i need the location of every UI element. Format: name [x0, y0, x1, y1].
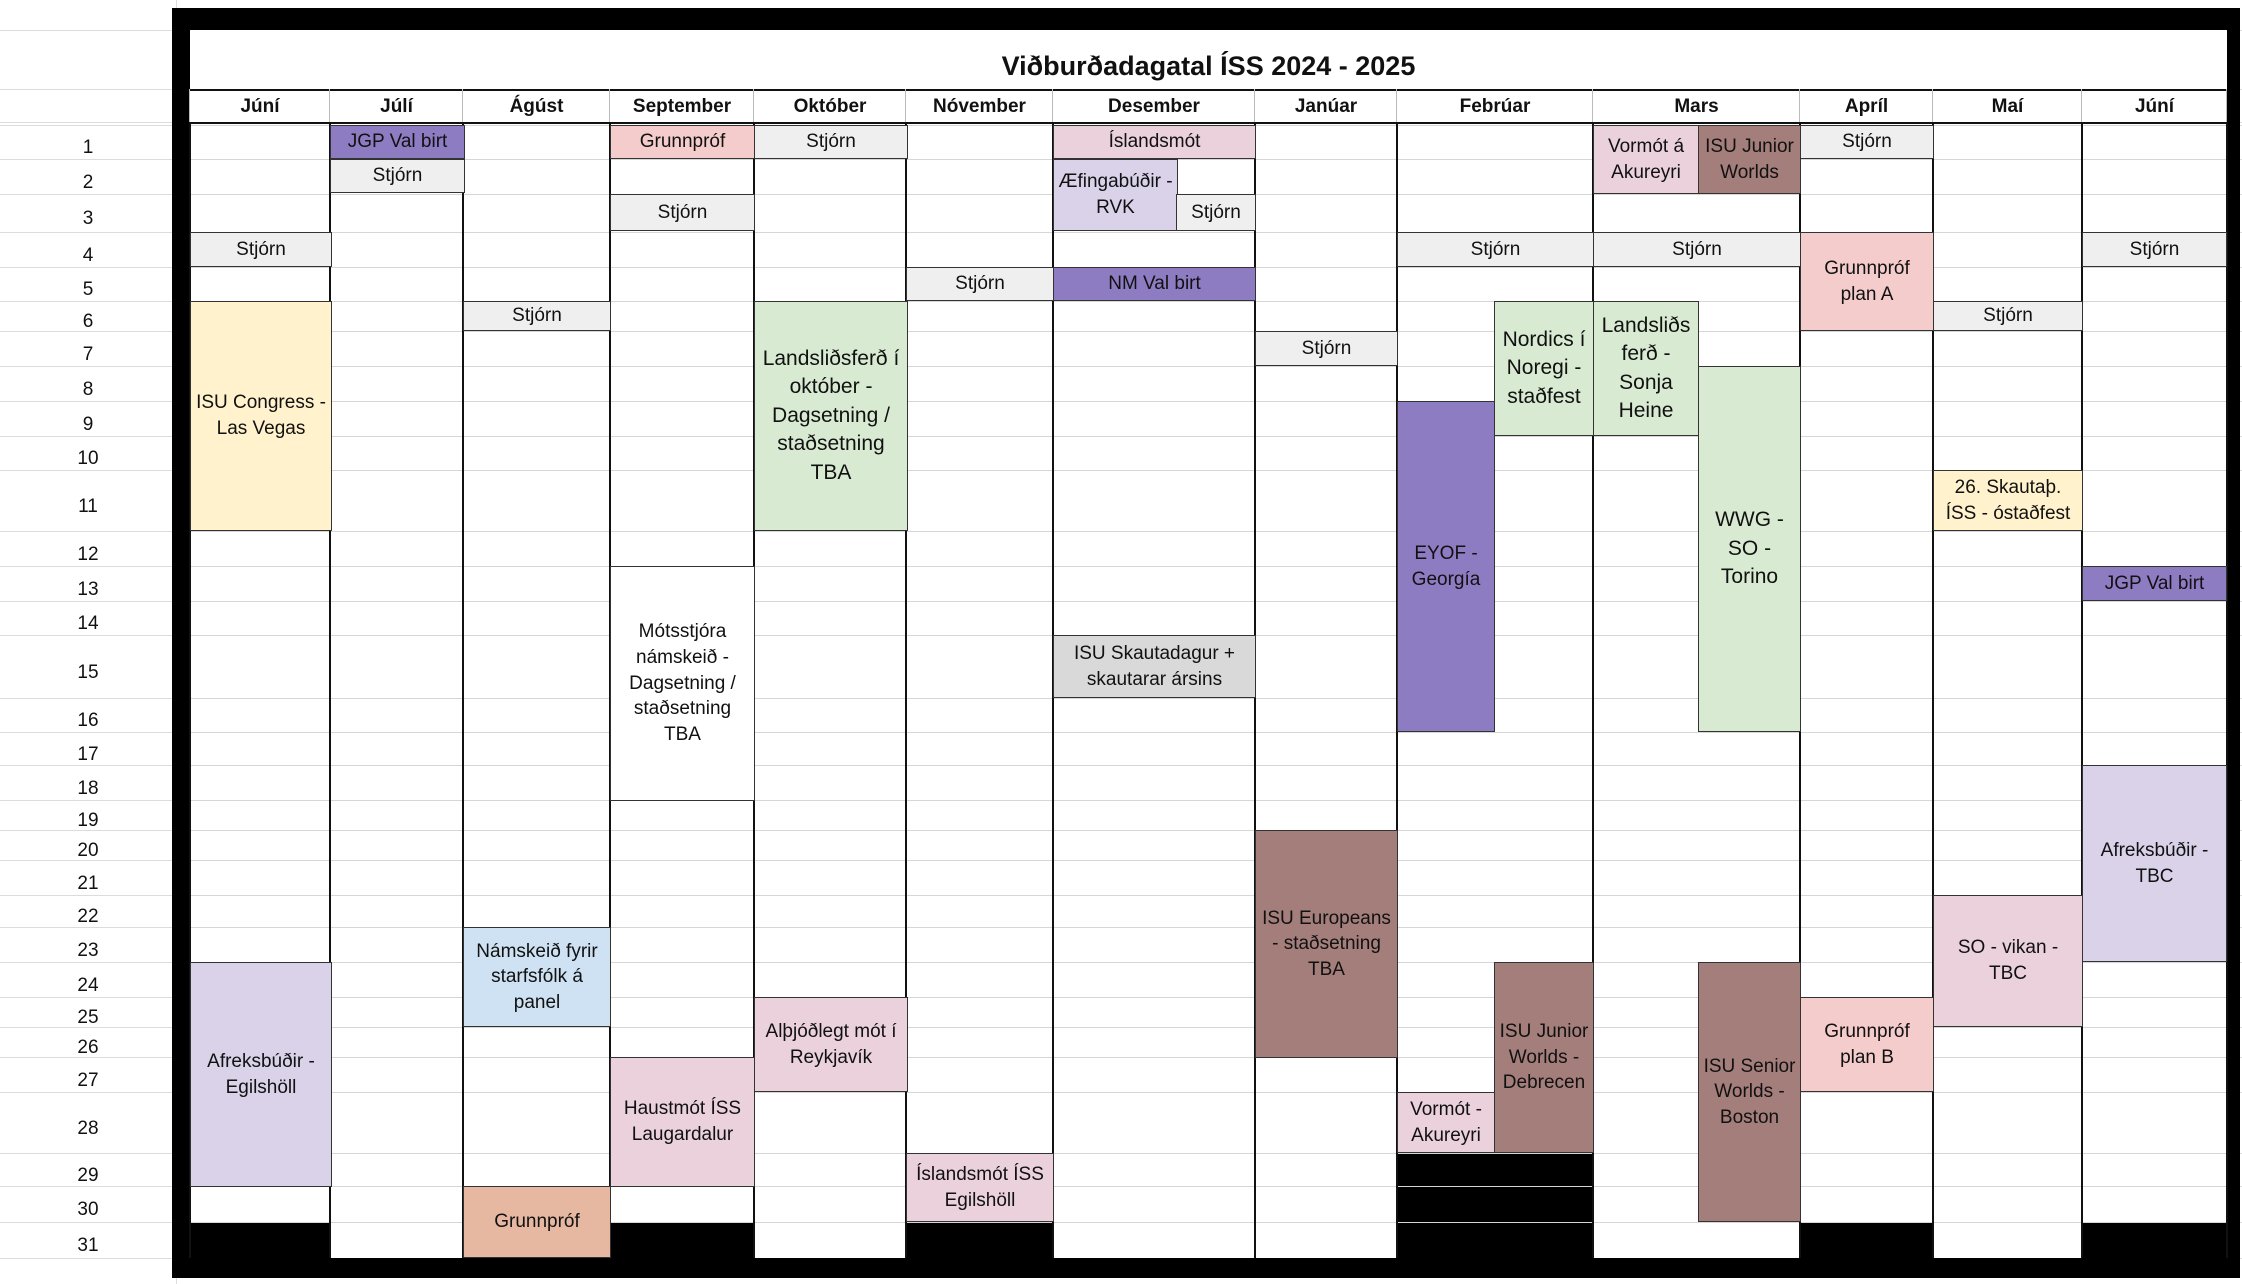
- day-row-line: [190, 765, 2227, 766]
- day-row-line: [190, 566, 2227, 567]
- day-row-line: [190, 800, 2227, 801]
- day-number: 27: [77, 1069, 99, 1091]
- day-number: 24: [77, 974, 99, 996]
- event-jan-stjorn[interactable]: Stjórn: [1255, 331, 1398, 366]
- month-separator: [2226, 122, 2228, 1258]
- header-separator: [905, 89, 906, 122]
- day-number: 22: [77, 906, 99, 927]
- day-row-line: [190, 331, 2227, 332]
- day-number: 5: [82, 279, 94, 300]
- month-header: Maí: [1991, 96, 2024, 117]
- month-header: Mars: [1674, 96, 1719, 117]
- month-separator: [462, 122, 464, 1258]
- day-row-line: [190, 531, 2227, 532]
- day-number: 14: [77, 613, 99, 634]
- event-mar-vormot[interactable]: Vormót á Akureyri: [1593, 125, 1699, 194]
- header-separator: [1592, 89, 1593, 122]
- event-des-stjorn[interactable]: Stjórn: [1176, 194, 1256, 231]
- header-separator: [189, 89, 190, 122]
- month-header: Júní: [2134, 96, 2175, 117]
- month-header: Desember: [1108, 96, 1200, 117]
- event-sep-haustmot[interactable]: Haustmót ÍSS Laugardalur: [610, 1057, 755, 1187]
- event-feb-eyof[interactable]: EYOF - Georgía: [1397, 401, 1495, 732]
- month-header: Október: [793, 96, 867, 117]
- day-number: 3: [82, 208, 94, 229]
- month-separator: [2081, 122, 2083, 1258]
- event-des-aefingabudir[interactable]: Æfingabúðir - RVK: [1053, 159, 1178, 231]
- event-apr-grunnprof-a[interactable]: Grunnpróf plan A: [1800, 232, 1934, 331]
- day-row-line: [190, 698, 2227, 699]
- header-separator: [753, 89, 754, 122]
- day-number: 19: [77, 810, 99, 831]
- day-number: 21: [77, 872, 99, 894]
- event-sep-grunnprof[interactable]: Grunnpróf: [610, 125, 755, 159]
- day-number: 2: [82, 171, 94, 193]
- day-row-line: [190, 401, 2227, 402]
- header-separator: [2226, 89, 2227, 122]
- header-separator: [1932, 89, 1933, 122]
- blank-day-block: [907, 1222, 1053, 1258]
- event-sep-motsstjora[interactable]: Mótsstjóra námskeið - Dagsetning / staðsetning TBA: [610, 566, 755, 801]
- day-number: 29: [77, 1164, 99, 1186]
- day-row-line: [190, 830, 2227, 831]
- day-row-line: [190, 1092, 2227, 1093]
- day-number: 23: [77, 939, 99, 961]
- header-separator: [1254, 89, 1255, 122]
- event-jul-stjorn[interactable]: Stjórn: [330, 159, 465, 193]
- day-row-line: [190, 601, 2227, 602]
- blank-day-block: [2082, 1222, 2227, 1258]
- day-number: 18: [77, 777, 99, 799]
- event-jun2-afreksbudir[interactable]: Afreksbúðir - TBC: [2082, 765, 2227, 962]
- event-jun-stjorn[interactable]: Stjórn: [190, 232, 332, 267]
- event-jan-europeans[interactable]: ISU Europeans - staðsetning TBA: [1255, 830, 1398, 1058]
- event-des-skautadagur[interactable]: ISU Skautadagur + skautarar ársins: [1053, 635, 1256, 698]
- day-row-line: [190, 470, 2227, 471]
- event-jun-isu-congress[interactable]: ISU Congress - Las Vegas: [190, 301, 332, 531]
- event-nov-stjorn[interactable]: Stjórn: [906, 267, 1054, 301]
- event-jun2-stjorn[interactable]: Stjórn: [2082, 232, 2227, 267]
- day-number: 9: [82, 413, 94, 435]
- header-top-line: [190, 89, 2227, 91]
- day-row-line: [190, 860, 2227, 861]
- header-separator: [2081, 89, 2082, 122]
- day-number: 31: [77, 1235, 99, 1256]
- day-number: 1: [82, 137, 94, 158]
- event-aug-grunnprof[interactable]: Grunnpróf: [463, 1186, 611, 1258]
- header-separator: [1799, 89, 1800, 122]
- day-row-line: [190, 436, 2227, 437]
- day-number: 26: [77, 1037, 99, 1058]
- month-header: September: [632, 96, 732, 117]
- page-title: Viðburðadagatal ÍSS 2024 - 2025: [1001, 51, 1416, 81]
- day-number: 28: [77, 1117, 99, 1139]
- day-number: 8: [82, 378, 94, 400]
- day-number: 20: [77, 840, 99, 861]
- event-mar-senior-worlds[interactable]: ISU Senior Worlds - Boston: [1698, 962, 1801, 1222]
- day-number: 17: [77, 743, 99, 765]
- header-bottom-line: [190, 122, 2227, 124]
- event-mai-so-vikan[interactable]: SO - vikan - TBC: [1933, 895, 2083, 1027]
- event-mai-stjorn[interactable]: Stjórn: [1933, 301, 2083, 331]
- day-number: 7: [82, 343, 94, 365]
- event-sep-stjorn[interactable]: Stjórn: [610, 194, 755, 231]
- blank-day-block: [190, 1222, 330, 1258]
- day-row-line: [190, 366, 2227, 367]
- month-header: Febrúar: [1459, 96, 1531, 117]
- event-mai-skautathing[interactable]: 26. Skautaþ. ÍSS - óstaðfest: [1933, 470, 2083, 531]
- header-separator: [1052, 89, 1053, 122]
- day-number: 25: [77, 1007, 99, 1028]
- event-okt-althjodlegt[interactable]: Alþjóðlegt mót í Reykjavík: [754, 997, 908, 1092]
- event-okt-stjorn[interactable]: Stjórn: [754, 125, 908, 159]
- event-mar-stjorn[interactable]: Stjórn: [1593, 232, 1801, 267]
- day-number: 10: [77, 448, 99, 469]
- event-mar-junior-worlds[interactable]: ISU Junior Worlds: [1698, 125, 1801, 194]
- event-mar-landslid[interactable]: Landsliðs ferð - Sonja Heine: [1593, 301, 1699, 436]
- event-apr-stjorn[interactable]: Stjórn: [1800, 125, 1934, 159]
- day-number: 11: [78, 495, 98, 517]
- day-number: 15: [77, 661, 99, 683]
- event-aug-namskeid[interactable]: Námskeið fyrir starfsfólk á panel: [463, 927, 611, 1027]
- event-aug-stjorn[interactable]: Stjórn: [463, 301, 611, 331]
- event-feb-stjorn[interactable]: Stjórn: [1397, 232, 1594, 267]
- blank-day-block: [1398, 1153, 1593, 1258]
- month-header: Ágúst: [509, 96, 564, 117]
- month-header: Nóvember: [933, 96, 1026, 117]
- event-jul-jgp[interactable]: JGP Val birt: [330, 125, 465, 159]
- month-header: Júní: [240, 96, 280, 117]
- blank-day-block: [1800, 1222, 1933, 1258]
- event-feb-nordics[interactable]: Nordics í Noregi - staðfest: [1494, 301, 1594, 436]
- event-jun2-jgp[interactable]: JGP Val birt: [2082, 566, 2227, 601]
- event-feb-vormot[interactable]: Vormót - Akureyri: [1397, 1092, 1495, 1153]
- header-separator: [1396, 89, 1397, 122]
- event-okt-landslid[interactable]: Landsliðsferð í október - Dagsetning / staðsetning TBA: [754, 301, 908, 531]
- day-row-line: [190, 732, 2227, 733]
- event-jun-afreksbudir[interactable]: Afreksbúðir - Egilshöll: [190, 962, 332, 1187]
- event-des-islandsmot[interactable]: Íslandsmót: [1053, 125, 1256, 159]
- month-header: Apríl: [1844, 96, 1889, 117]
- header-separator: [609, 89, 610, 122]
- day-number: 30: [77, 1199, 99, 1220]
- day-number: 16: [77, 710, 99, 731]
- blank-day-block: [610, 1222, 755, 1258]
- event-apr-grunnprof-b[interactable]: Grunnpróf plan B: [1800, 997, 1934, 1092]
- day-number: 13: [77, 578, 99, 600]
- day-row-line: [190, 895, 2227, 896]
- day-row-line: [190, 159, 2227, 160]
- event-feb-junior-worlds[interactable]: ISU Junior Worlds - Debrecen: [1494, 962, 1594, 1153]
- event-mar-wwg[interactable]: WWG - SO - Torino: [1698, 366, 1801, 732]
- event-nov-islandsmot[interactable]: Íslandsmót ÍSS Egilshöll: [906, 1153, 1054, 1222]
- day-row-line: [190, 1153, 2227, 1154]
- event-des-nm-val[interactable]: NM Val birt: [1053, 267, 1256, 301]
- day-number: 6: [82, 311, 94, 332]
- month-header: Janúar: [1294, 96, 1358, 117]
- day-number: 12: [77, 543, 99, 565]
- month-header: Júlí: [380, 96, 413, 117]
- day-number: 4: [82, 244, 94, 266]
- header-separator: [462, 89, 463, 122]
- header-separator: [329, 89, 330, 122]
